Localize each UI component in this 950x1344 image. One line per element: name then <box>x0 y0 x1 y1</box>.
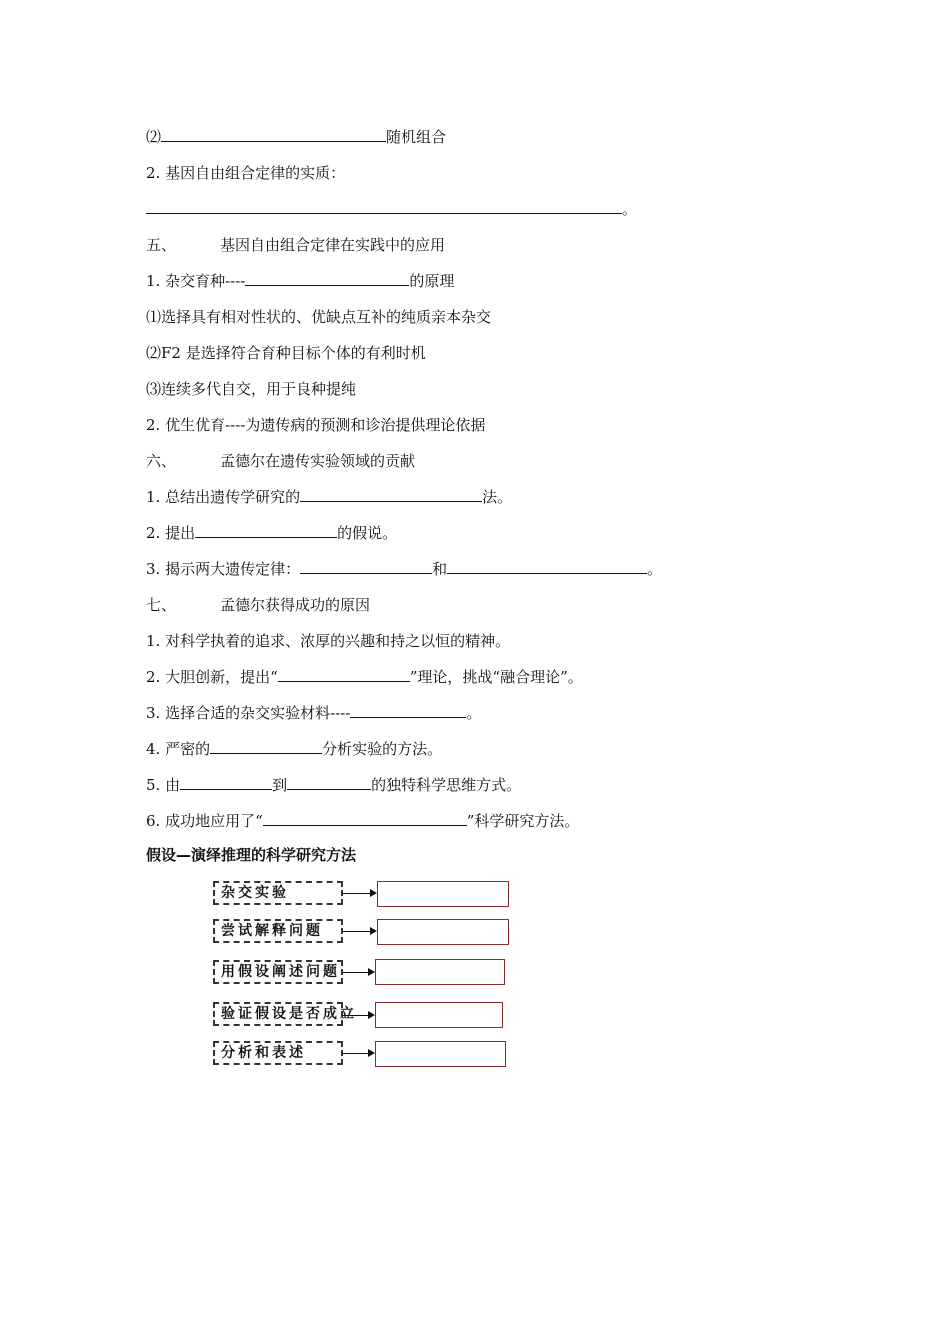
arrow-icon <box>343 1015 373 1016</box>
blank-field[interactable] <box>210 739 322 754</box>
blank-field[interactable] <box>161 127 386 142</box>
blank-field[interactable] <box>278 667 410 682</box>
line-breeding-step-1: ⑴选择具有相对性状的、优缺点互补的纯质亲本杂交 <box>146 308 492 326</box>
section-title: 孟德尔在遗传实验领域的贡献 <box>220 452 416 470</box>
line-success-3 <box>146 703 481 723</box>
section-number: 七、 <box>146 596 177 614</box>
section-number: 五、 <box>146 236 177 254</box>
line-random-combination <box>146 127 446 147</box>
text: 2. 提出 <box>146 524 196 542</box>
text: 到 <box>272 776 288 794</box>
blank-field[interactable] <box>245 271 409 286</box>
text: 随机组合 <box>386 128 447 146</box>
text: ”科学研究方法。 <box>466 812 580 830</box>
blank-field[interactable] <box>350 703 466 718</box>
answer-box[interactable] <box>375 1002 503 1028</box>
text: 分析实验的方法。 <box>322 740 443 758</box>
line-success-6 <box>146 811 579 831</box>
text: 4. 严密的 <box>146 740 211 758</box>
blank-field[interactable] <box>447 559 647 574</box>
step-label: 用假设阐述问题 <box>213 960 343 984</box>
text: 的独特科学思维方式。 <box>371 776 522 794</box>
text: 。 <box>647 560 663 578</box>
item-number: ⑵ <box>146 128 162 146</box>
blank-field[interactable] <box>180 775 272 790</box>
step-label: 分析和表述 <box>213 1041 343 1065</box>
text: 法。 <box>482 488 513 506</box>
line-breeding <box>146 271 454 291</box>
text: 3. 揭示两大遗传定律： <box>146 560 301 578</box>
section-heading-6 <box>146 451 415 471</box>
text: 3. 选择合适的杂交实验材料---- <box>146 704 351 722</box>
line-breeding-step-2: ⑵F2 是选择符合育种目标个体的有利时机 <box>146 344 426 362</box>
answer-box[interactable] <box>375 959 505 985</box>
text: 。 <box>466 704 482 722</box>
answer-box[interactable] <box>377 881 509 907</box>
step-label: 尝试解释问题 <box>213 919 343 943</box>
text: 的假说。 <box>337 524 398 542</box>
arrow-icon <box>343 893 375 894</box>
arrow-icon <box>343 1053 373 1054</box>
line-eugenics: 2. 优生优育----为遗传病的预测和诊治提供理论依据 <box>146 416 486 434</box>
diagram-title: 假设—演绎推理的科学研究方法 <box>146 846 357 864</box>
text: 和 <box>432 560 448 578</box>
text: 的原理 <box>409 272 455 290</box>
section-heading-5 <box>146 235 445 255</box>
text: 2. 大胆创新，提出“ <box>146 668 278 686</box>
line-contribution-2 <box>146 523 397 543</box>
text: 1. 总结出遗传学研究的 <box>146 488 301 506</box>
section-number: 六、 <box>146 452 177 470</box>
blank-field[interactable] <box>263 811 467 826</box>
line-essence-answer <box>146 199 637 219</box>
blank-field[interactable] <box>300 559 432 574</box>
blank-field[interactable] <box>287 775 371 790</box>
line-breeding-step-3: ⑶连续多代自交，用于良种提纯 <box>146 380 357 398</box>
arrow-icon <box>343 972 373 973</box>
text: 1. 杂交育种---- <box>146 272 246 290</box>
text: ”理论，挑战“融合理论”。 <box>409 668 583 686</box>
text: 。 <box>622 200 638 218</box>
line-success-5 <box>146 775 521 795</box>
line-contribution-1 <box>146 487 512 507</box>
answer-box[interactable] <box>377 919 509 945</box>
line-success-1: 1. 对科学执着的追求、浓厚的兴趣和持之以恒的精神。 <box>146 632 511 650</box>
section-heading-7 <box>146 595 370 615</box>
section-title: 孟德尔获得成功的原因 <box>220 596 371 614</box>
text: 6. 成功地应用了“ <box>146 812 263 830</box>
line-contribution-3 <box>146 559 662 579</box>
blank-field[interactable] <box>300 487 482 502</box>
blank-field[interactable] <box>146 199 622 214</box>
line-success-2 <box>146 667 583 687</box>
arrow-icon <box>343 931 375 932</box>
answer-box[interactable] <box>375 1041 506 1067</box>
blank-field[interactable] <box>195 523 337 538</box>
section-title: 基因自由组合定律在实践中的应用 <box>220 236 446 254</box>
text: 5. 由 <box>146 776 181 794</box>
line-success-4 <box>146 739 442 759</box>
line-essence-question: 2. 基因自由组合定律的实质： <box>146 164 346 182</box>
step-label: 杂交实验 <box>213 881 343 905</box>
step-label: 验证假设是否成立 <box>213 1002 343 1026</box>
